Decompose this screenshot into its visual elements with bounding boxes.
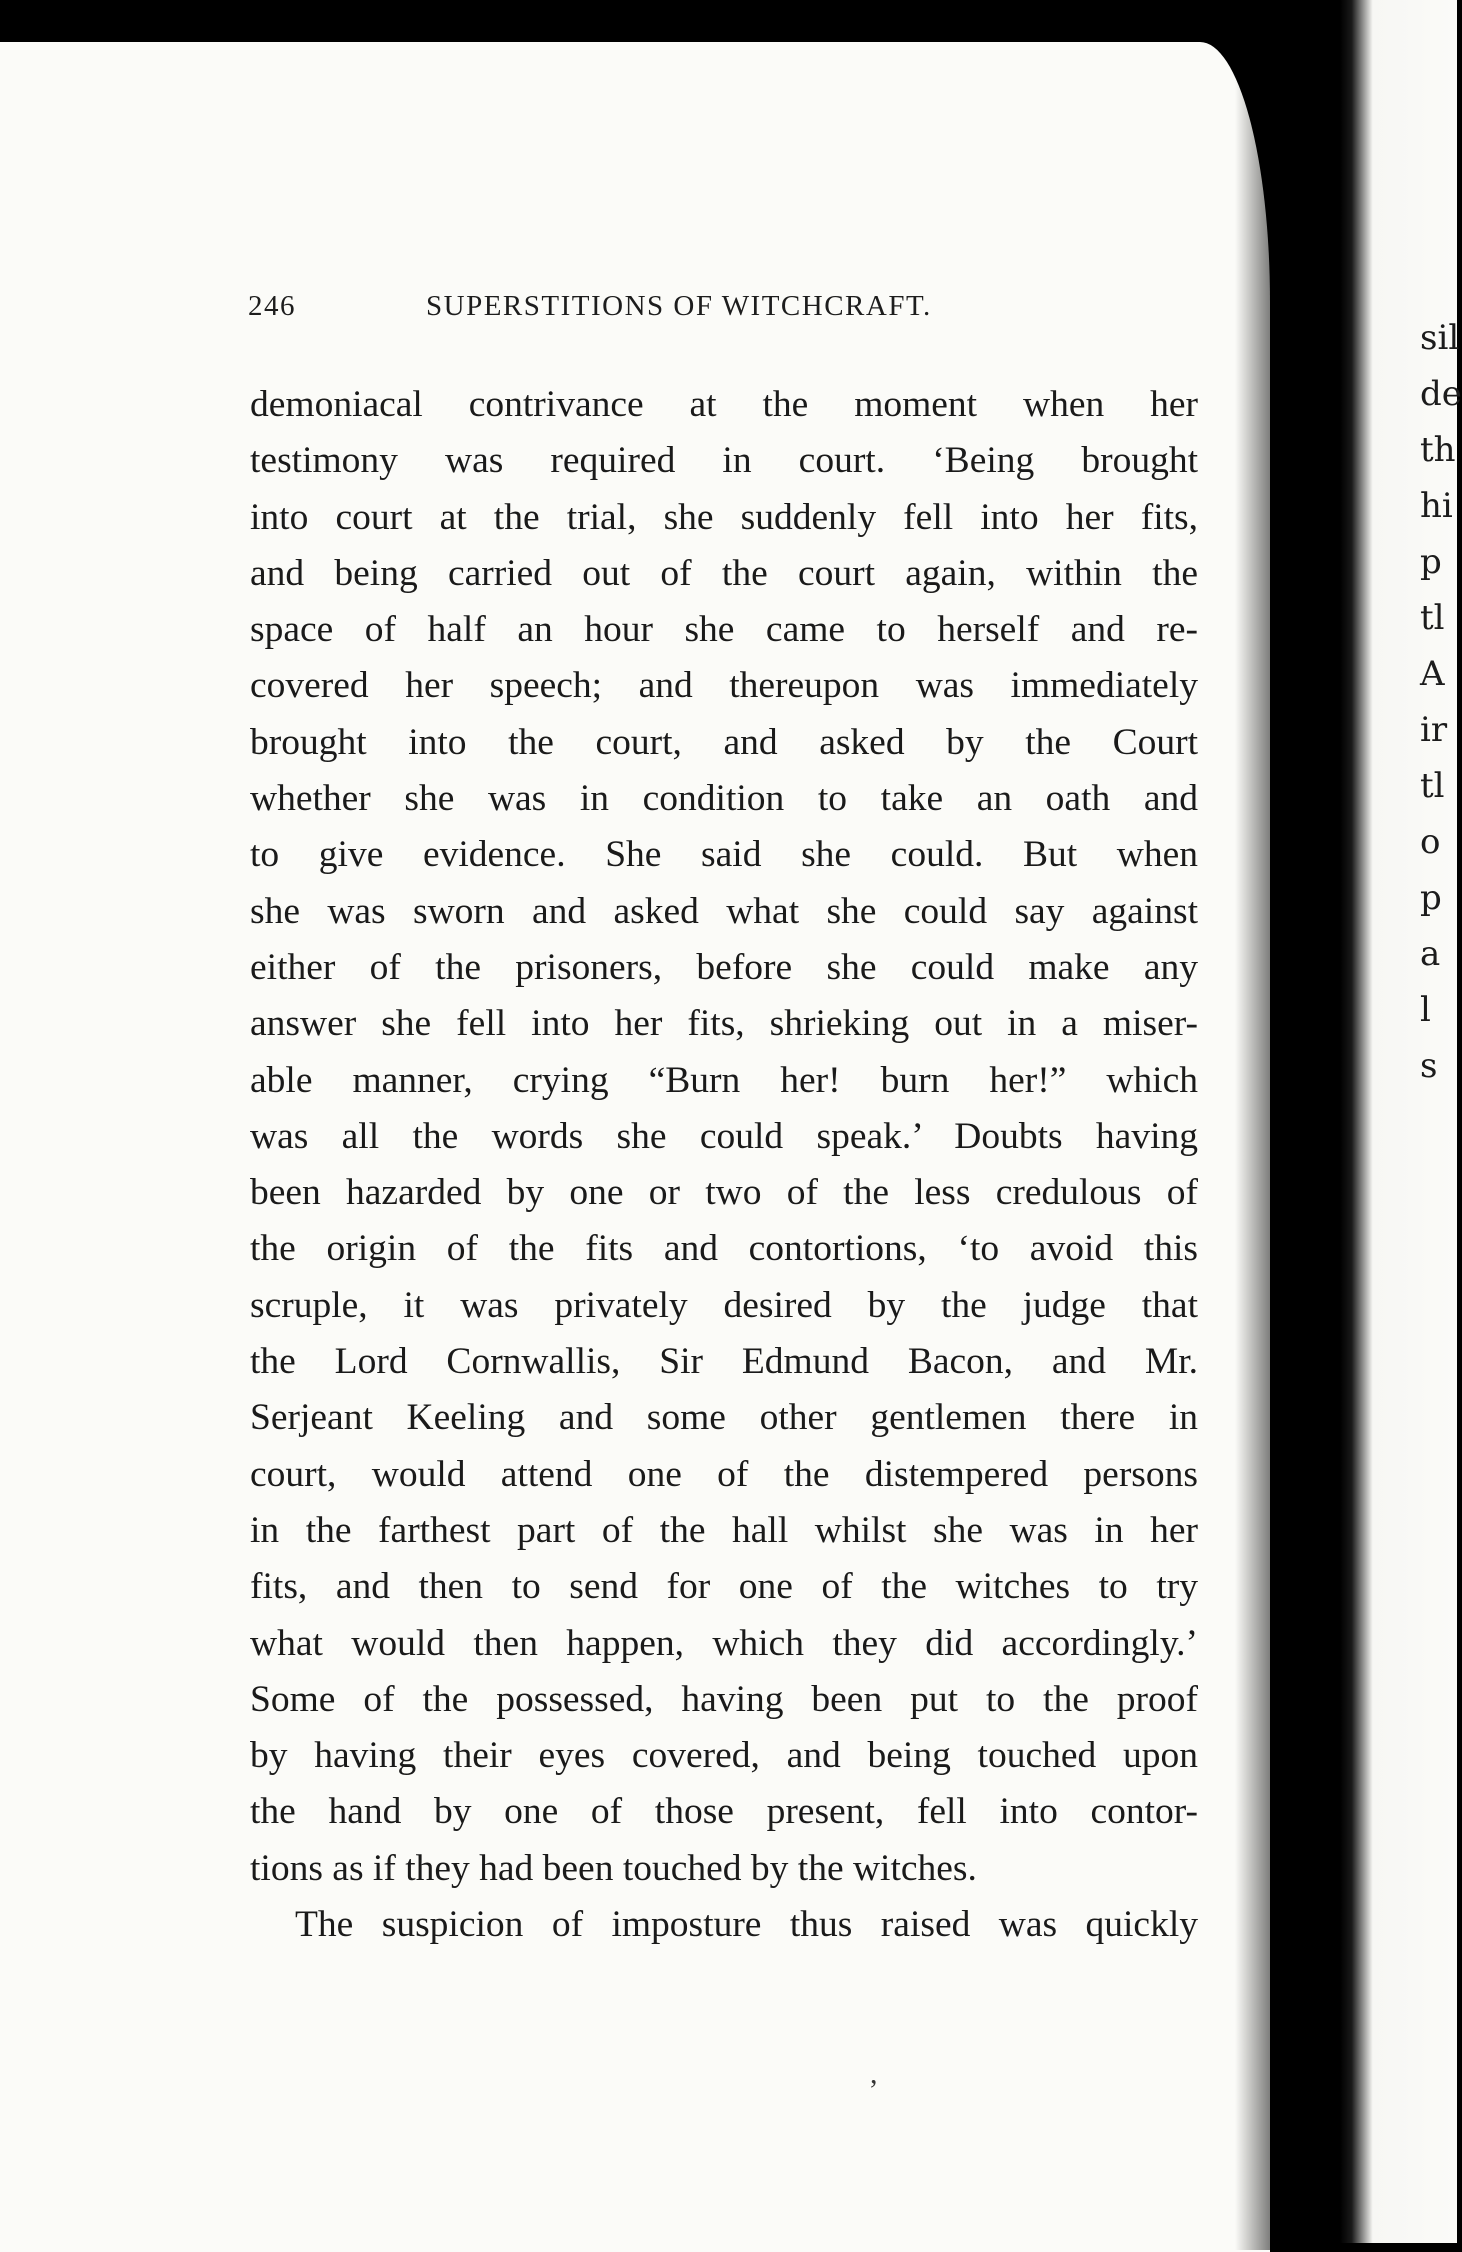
text-line: space of half an hour she came to herself and re- — [250, 609, 1198, 651]
paragraph-end-line: tions as if they had been touched by the witches. — [250, 1847, 977, 1889]
text-line: answer she fell into her fits, shrieking out in a miser- — [250, 1003, 1198, 1045]
text-line: court, would attend one of the distempered persons — [250, 1453, 1198, 1495]
text-line: into court at the trial, she suddenly fell into her fits, — [250, 496, 1198, 538]
text-line: by having their eyes covered, and being touched upon — [250, 1735, 1198, 1777]
text-line: covered her speech; and thereupon was immediately — [250, 665, 1198, 707]
book-page-left — [0, 42, 1270, 2252]
running-head-title: SUPERSTITIONS OF WITCHCRAFT. — [426, 290, 932, 322]
next-page-fragment: th — [1420, 430, 1456, 470]
body-text — [250, 377, 1198, 1953]
next-page-fragment: a — [1420, 934, 1441, 974]
page-number: 246 — [248, 290, 296, 322]
text-line: Some of the possessed, having been put to the proof — [250, 1678, 1198, 1720]
text-line: scruple, it was privately desired by the judge that — [250, 1284, 1198, 1326]
text-line: the Lord Cornwallis, Sir Edmund Bacon, and Mr. — [250, 1341, 1198, 1383]
text-line: whether she was in condition to take an oath and — [250, 778, 1198, 820]
text-line: and being carried out of the court again, within the — [250, 552, 1198, 594]
text-line: able manner, crying “Burn her! burn her!” which — [250, 1059, 1198, 1101]
next-page-fragment: p — [1420, 878, 1442, 918]
text-line: Serjeant Keeling and some other gentlemen there in — [250, 1397, 1198, 1439]
next-page-fragment: s — [1420, 1046, 1438, 1086]
next-page-fragment: tl — [1420, 766, 1445, 806]
text-line: fits, and then to send for one of the witches to try — [250, 1566, 1198, 1608]
text-line: testimony was required in court. ‘Being brought — [250, 440, 1198, 482]
text-line: either of the prisoners, before she could make any — [250, 946, 1198, 988]
next-page-fragment: p — [1420, 542, 1442, 582]
next-page-fragment: ir — [1420, 710, 1448, 750]
text-line: to give evidence. She said she could. But when — [250, 834, 1198, 876]
next-page-fragment: A — [1420, 654, 1445, 694]
next-page-fragment: sil — [1420, 318, 1460, 358]
text-line: she was sworn and asked what she could say against — [250, 890, 1198, 932]
gutter-shadow — [1235, 40, 1345, 2250]
next-page-fragment: l — [1420, 990, 1431, 1030]
next-page-fragment: o — [1420, 822, 1441, 862]
text-line: brought into the court, and asked by the Court — [250, 721, 1198, 763]
text-line: the origin of the fits and contortions, ‘to avoid this — [250, 1228, 1198, 1270]
book-page-right-edge — [1340, 0, 1462, 2243]
ink-speck: , — [870, 2057, 878, 2090]
text-line: what would then happen, which they did accordingly.’ — [250, 1622, 1198, 1664]
text-line: in the farthest part of the hall whilst she was in her — [250, 1509, 1198, 1551]
next-page-fragment: hi — [1420, 486, 1453, 526]
text-line: the hand by one of those present, fell into contor- — [250, 1791, 1198, 1833]
text-line: was all the words she could speak.’ Doubts having — [250, 1115, 1198, 1157]
next-page-fragment: tl — [1420, 598, 1445, 638]
text-line: been hazarded by one or two of the less credulous of — [250, 1172, 1198, 1214]
running-head — [248, 290, 1048, 323]
next-page-fragment: de — [1420, 374, 1462, 414]
paragraph-start-line: The suspicion of imposture thus raised was quickly — [295, 1904, 1198, 1946]
text-line: demoniacal contrivance at the moment when her — [250, 384, 1198, 425]
